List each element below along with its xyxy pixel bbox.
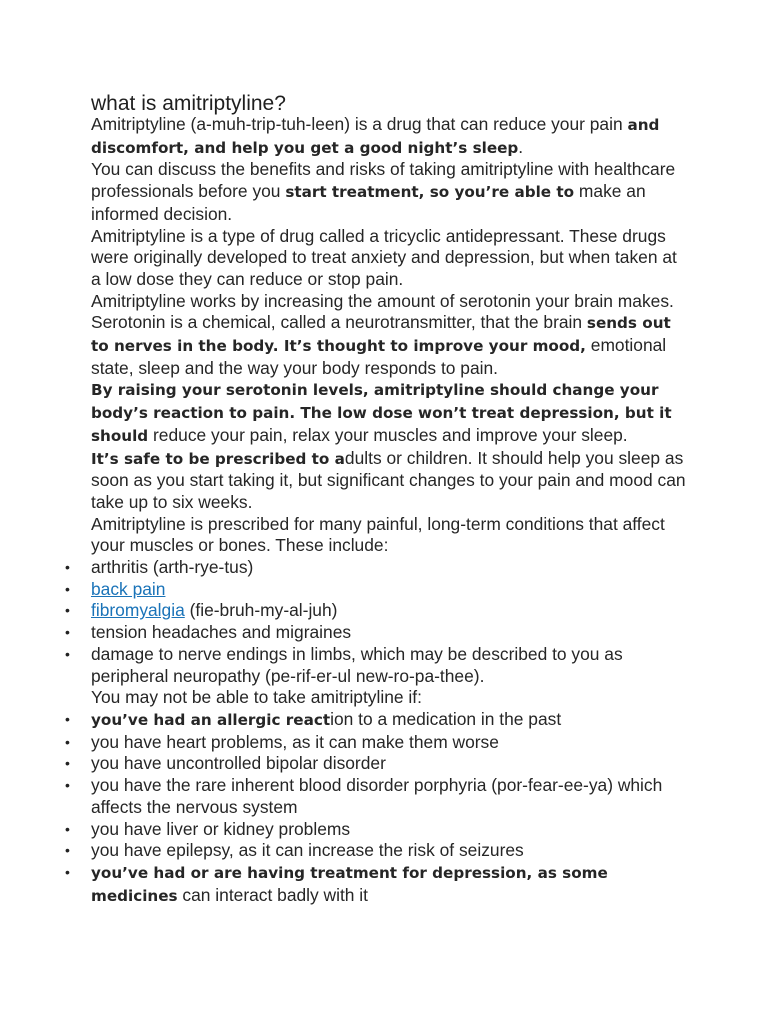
contraindications-list	[0, 709, 768, 907]
fibromyalgia-pronunciation: (fie-bruh-my-al-juh)	[184, 600, 338, 621]
document-content	[0, 92, 768, 907]
serotonin-paragraph	[91, 291, 691, 380]
conditions-list	[0, 557, 768, 687]
conditions-intro: Amitriptyline is prescribed for many painful, long-term conditions that affect your muscles or bones. These include:	[91, 513, 665, 556]
list-item: • you have uncontrolled bipolar disorder	[91, 753, 691, 775]
serotonin-bold: sends out to nerves in the body. It’s thought to improve your mood,	[91, 314, 671, 356]
list-item: • tension headaches and migraines	[91, 622, 691, 644]
fibromyalgia-link[interactable]: fibromyalgia	[91, 600, 185, 621]
list-item: • arthritis (arth-rye-tus)	[91, 557, 691, 579]
list-item: • you have the rare inherent blood disorder porphyria (por-fear-ee-ya) which affects the nervous system	[91, 775, 691, 818]
depression-text: can interact badly with it	[177, 884, 369, 905]
allergy-bold: you’ve had an allergic react	[91, 710, 331, 729]
safety-bold: It’s safe to be prescribed to a	[91, 449, 345, 468]
safety-end: dults or children. It should help you sleep as soon as you start taking it, but significant changes to your pain and mood can take up to six weeks.	[91, 447, 686, 512]
discuss-text: You can discuss the benefits and risks of taking amitriptyline with healthcare professionals before you	[91, 159, 676, 202]
list-item: • you have liver or kidney problems	[91, 819, 691, 841]
depression-bold: you’ve had or are having treatment for depression, as some medicines	[91, 863, 608, 905]
page-title: what is amitriptyline?	[91, 92, 286, 115]
discuss-paragraph	[91, 159, 691, 225]
serotonin-text: Amitriptyline works by increasing the amount of serotonin your brain makes. Serotonin is a chemical, called a neurotransmitter, that the brain	[91, 290, 674, 333]
allergy-text: ion to a medication in the past	[330, 708, 562, 729]
list-item	[91, 600, 691, 622]
list-item	[91, 862, 691, 907]
type-paragraph: Amitriptyline is a type of drug called a tricyclic antidepressant. These drugs were originally developed to treat anxiety and depression, but when taken at a low dose they can reduce or stop pain.	[91, 225, 677, 289]
levels-bold: By raising your serotonin levels, amitriptyline should change your body’s reaction to pain. The low dose won’t treat depression, but it should	[91, 381, 672, 445]
intro-end: .	[518, 136, 524, 157]
safety-paragraph	[91, 448, 691, 514]
levels-end: reduce your pain, relax your muscles and improve your sleep.	[148, 424, 628, 445]
discuss-end: make an informed decision.	[91, 181, 646, 224]
back-pain-link[interactable]: back pain	[91, 578, 166, 599]
serotonin-end: emotional state, sleep and the way your body responds to pain.	[91, 335, 667, 378]
intro-paragraph	[91, 114, 691, 159]
list-item: • damage to nerve endings in limbs, which may be described to you as peripheral neuropathy (pe-rif-er-ul new-ro-pa-thee).	[91, 644, 691, 687]
list-item: • you have epilepsy, as it can increase the risk of seizures	[91, 840, 691, 862]
contraindications-intro: You may not be able to take amitriptyline if:	[91, 687, 422, 708]
intro-bold: and discomfort, and help you get a good night’s sleep	[91, 116, 660, 157]
list-item	[91, 579, 691, 601]
intro-text: Amitriptyline (a-muh-trip-tuh-leen) is a drug that can reduce your pain	[91, 114, 628, 134]
list-item: • you have heart problems, as it can make them worse	[91, 732, 691, 754]
discuss-bold: start treatment, so you’re able to	[285, 183, 575, 202]
levels-paragraph	[91, 379, 691, 447]
list-item	[91, 709, 691, 732]
